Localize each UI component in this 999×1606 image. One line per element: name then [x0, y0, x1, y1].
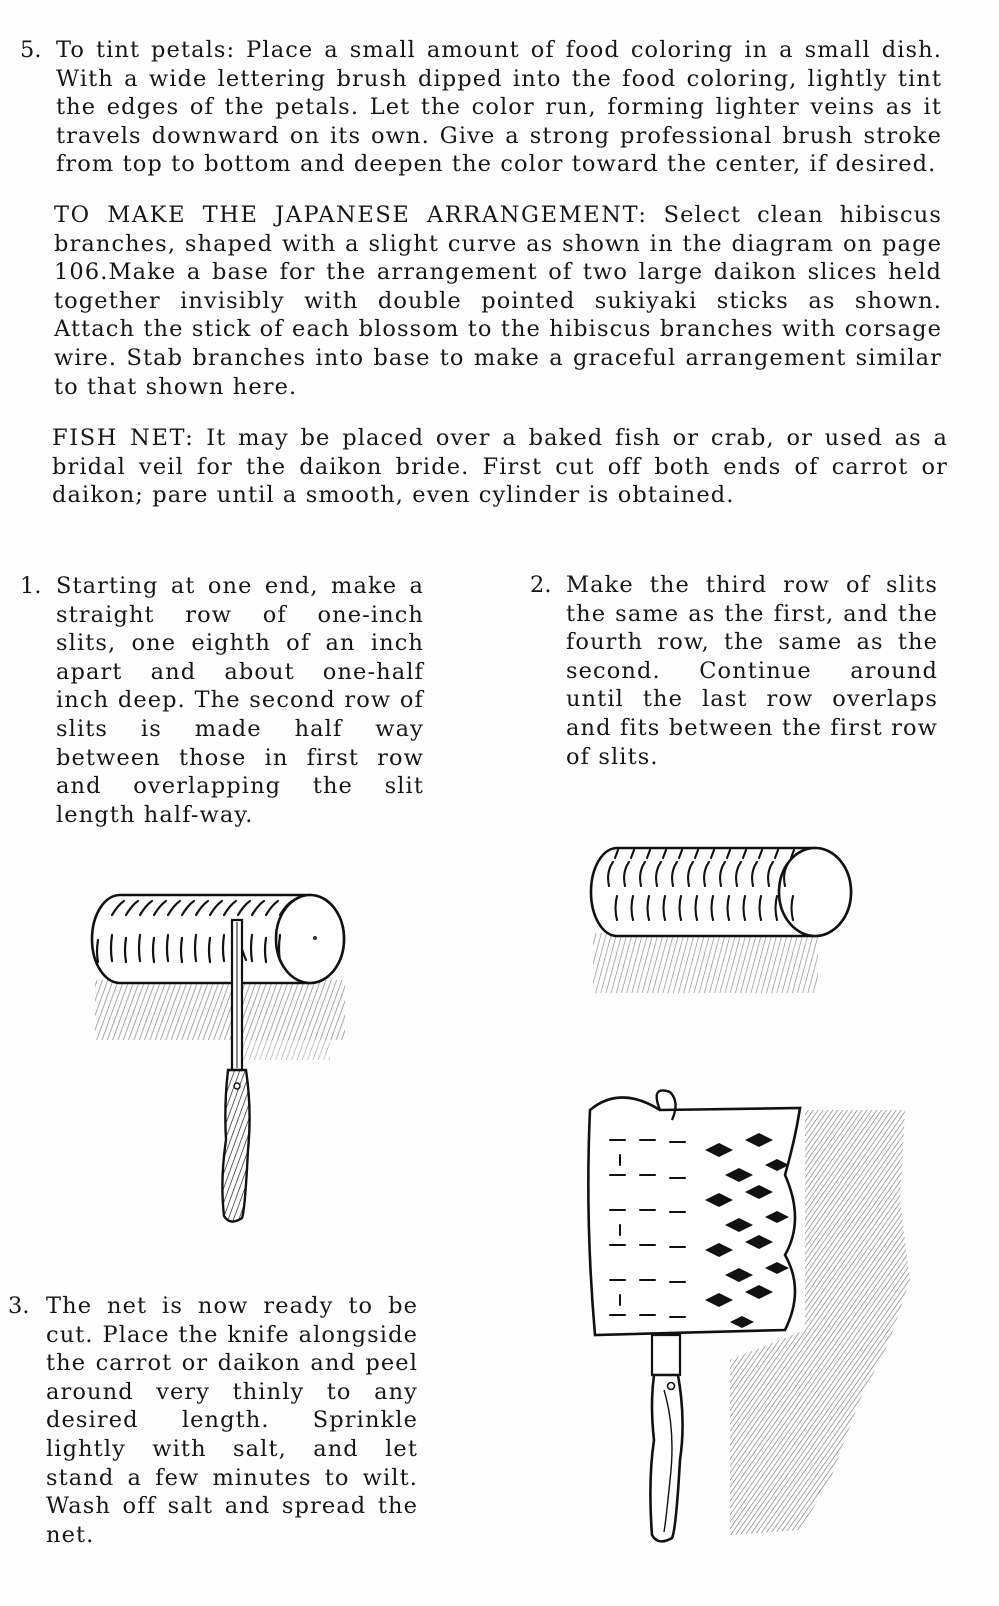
- slit-cylinder-icon: [585, 838, 865, 1003]
- step-3-number: 3.: [8, 1293, 30, 1319]
- step-5-number: 5.: [20, 37, 42, 63]
- step-3-text: The net is now ready to be cut. Place the knife alongside the carrot or daikon and peel around very thinly to any desired length. Sprinkle lightly with salt, and let stand a few minutes to wilt. Wash off salt and spread the net.: [46, 1293, 418, 1548]
- fishnet-heading: FISH NET:: [52, 425, 195, 451]
- peeling-net-icon: [580, 1080, 915, 1550]
- arrangement-text: Select clean hibiscus branches, shaped with a slight curve as shown in the diagram on page 106.Make a base for the arrangement of two large daikon slices held together invisibly with double pointed sukiyaki sticks as shown. Attach the stick of each blossom to the hibiscus branches with corsage wire. Stab branches into base to make a graceful arrangement similar to that shown here.: [54, 202, 942, 400]
- step-2-text: Make the third row of slits the same as the first, and the fourth row, the same as the second. Continue around until the last row overlaps and fits between the first row of slits.: [566, 572, 938, 770]
- arrangement-heading: TO MAKE THE JAPANESE ARRANGEMENT:: [54, 202, 648, 228]
- knife-cutting-slits-icon: [80, 880, 360, 1230]
- arrangement-paragraph: [54, 201, 942, 401]
- step-5-text: To tint petals: Place a small amount of food coloring in a small dish. With a wide lettering brush dipped into the food coloring, lightly tint the edges of the petals. Let the color run, forming lighter veins as it travels downward on its own. Give a strong professional brush stroke from top to bottom and deepen the color toward the center, if desired.: [56, 37, 942, 178]
- step-1-text: Starting at one end, make a straight row of one-inch slits, one eighth of an inch apart and about one-half inch deep. The second row of slits is made half way between those in first row and overlapping the slit length half-way.: [56, 573, 424, 828]
- step-2-number: 2.: [530, 572, 552, 598]
- fishnet-text: It may be placed over a baked fish or crab, or used as a bridal veil for the daikon bride. First cut off both ends of carrot or daikon; pare until a smooth, even cylinder is obtained.: [52, 425, 948, 509]
- step-1-number: 1.: [20, 573, 42, 599]
- fishnet-paragraph: [52, 424, 948, 510]
